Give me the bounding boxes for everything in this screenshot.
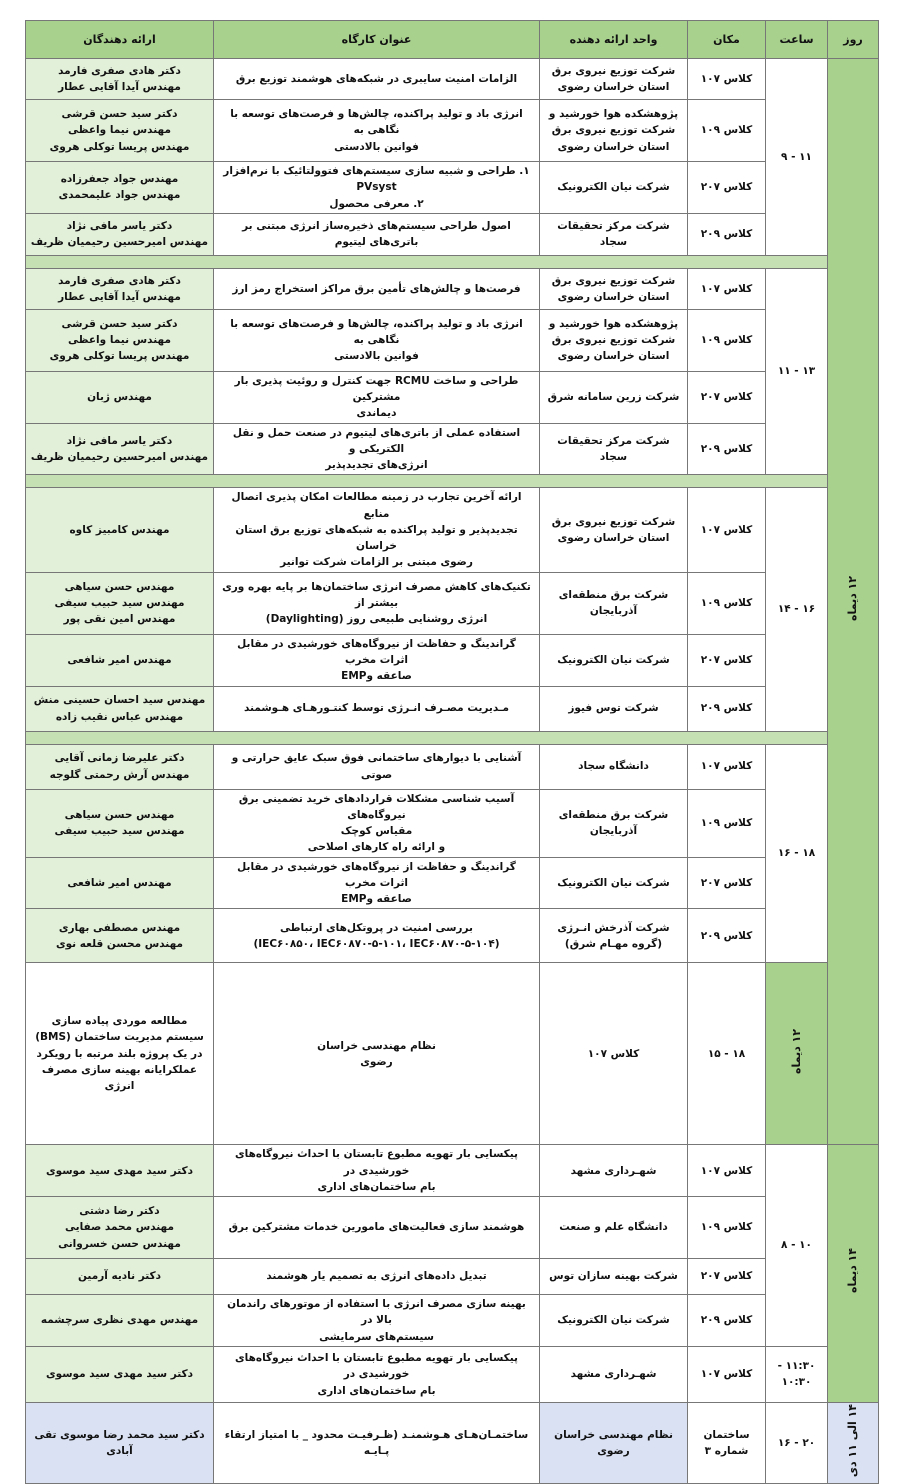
time-cell: ۲۰ - ۱۶ <box>766 1402 828 1483</box>
presenters-cell <box>26 100 214 162</box>
presenters-cell <box>26 789 214 857</box>
table-row <box>26 1346 879 1402</box>
workshop-title-cell <box>214 1402 540 1483</box>
presenter-name: مهندس آیدا آقایی عطار <box>58 81 181 93</box>
place-cell: کلاس ۲۰۷ <box>688 162 766 214</box>
title-line: ۲. معرفی محصول <box>329 197 424 210</box>
presenter-name: مهندس سید حبیب سیفی <box>54 825 185 838</box>
presenter-name: دکتر علیرضا زمانی آقایی <box>54 752 185 765</box>
presenter-name: مهندس جواد علیمحمدی <box>58 189 181 202</box>
table-row <box>26 371 879 423</box>
unit-line: پژوهشکده هوا خورشید و <box>548 108 679 121</box>
unit-cell <box>540 268 688 309</box>
unit-line: شرکت توس فیوز <box>568 702 659 715</box>
presenters-cell <box>26 268 214 309</box>
presenter-name: مهندس حسن خسروانی <box>58 1237 181 1250</box>
table-row <box>26 686 879 731</box>
table-row <box>26 100 879 162</box>
place-cell: کلاس ۱۰۹ <box>688 572 766 634</box>
unit-line: استان خراسان رضوی <box>557 81 670 93</box>
title-line: مطالعه موردی پیاده سازی سیستم مدیریت ساختمان (BMS) <box>35 1015 204 1044</box>
presenters-cell <box>26 488 214 572</box>
time-cell: ۱۰ - ۸ <box>766 1145 828 1347</box>
table-row <box>26 488 879 572</box>
workshop-title-cell <box>214 59 540 100</box>
place-cell: کلاس ۲۰۷ <box>688 371 766 423</box>
unit-line: دانشگاه سجاد <box>578 760 649 773</box>
table-row <box>26 744 879 789</box>
unit-line: شرکت نیان الکترونیک <box>557 1314 670 1327</box>
title-line: (IEC۶۰۸۵۰، IEC۶۰۸۷۰-۵-۱۰۱، IEC۶۰۸۷۰-۵-۱۰۴) <box>253 937 500 950</box>
title-line: پیکسایی بار تهویه مطبوع تابستان با احداث نیروگاه‌های خورشیدی در <box>235 1148 518 1177</box>
time-cell: ۱۱ - ۹ <box>766 59 828 256</box>
title-line: سیستم‌های سرمایشی <box>319 1330 434 1343</box>
title-line: الزامات امنیت سایبری در شبکه‌های هوشمند توزیع برق <box>235 72 518 85</box>
title-line: آشنایی با دیوارهای ساختمانی فوق سبک عایق حرارتی و صوتی <box>231 752 522 781</box>
presenter-name: مهندس آیدا آقایی عطار <box>58 290 181 303</box>
place-cell: کلاس ۱۰۷ <box>540 963 688 1145</box>
title-line: تبدیل داده‌های انرژی به تصمیم یار هوشمند <box>266 1270 487 1283</box>
header-presenters: ارائه دهندگان <box>26 21 214 59</box>
unit-line: شهـرداری مشهد <box>570 1368 657 1381</box>
presenter-name: مهندس ژبان <box>87 391 152 404</box>
title-line: بام ساختمان‌های اداری <box>317 1180 436 1193</box>
place-cell: کلاس ۲۰۷ <box>688 634 766 686</box>
table-row <box>26 634 879 686</box>
time-cell: ۱۶ - ۱۴ <box>766 488 828 731</box>
unit-cell <box>540 1197 688 1259</box>
unit-line: نظام مهندسی خراسان <box>317 1039 436 1052</box>
title-line: بام ساختمان‌های اداری <box>317 1384 436 1397</box>
unit-line: (گروه مهـام شرق) <box>564 937 663 950</box>
place-cell: کلاس ۱۰۷ <box>688 1346 766 1402</box>
workshop-title-cell <box>214 744 540 789</box>
title-line: دیماندی <box>356 407 397 420</box>
title-line: بهینه سازی مصرف انرژی با استفاده از موتورهای راندمان بالا در <box>227 1298 526 1327</box>
table-row <box>26 309 879 371</box>
presenter-name: دکتر یاسر مافی نژاد <box>66 434 173 447</box>
title-line: انرژی باد و تولید پراکنده، چالش‌ها و فرصت‌های توسعه با نگاهی به <box>230 317 523 347</box>
unit-line: شرکت توزیع نیروی برق <box>551 515 676 528</box>
workshop-title-cell <box>214 213 540 255</box>
header-row <box>26 21 879 59</box>
unit-line: شرکت مرکز تحقیقات <box>557 220 670 233</box>
title-line: تجدیدپذیر و تولید پراکنده به شبکه‌های توزیع برق استان خراسان <box>235 523 518 553</box>
workshop-title-cell <box>26 963 214 1145</box>
table-row <box>26 1197 879 1259</box>
workshop-title-cell <box>214 1145 540 1197</box>
unit-cell <box>540 213 688 255</box>
presenter-name: مهندس نیما واعظی <box>68 334 171 347</box>
time-cell: ۱۱:۳۰ - ۱۰:۳۰ <box>766 1346 828 1402</box>
time-cell: ۱۸ - ۱۶ <box>766 744 828 963</box>
unit-line: استان خراسان رضوی <box>557 350 670 363</box>
unit-line: استان خراسان رضوی <box>557 140 670 153</box>
presenter-name: مهندس امین نقی پور <box>63 613 176 626</box>
unit-cell <box>540 59 688 100</box>
table-row <box>26 423 879 475</box>
unit-cell <box>540 1259 688 1295</box>
presenters-cell <box>26 59 214 100</box>
unit-line: شرکت نیان الکترونیک <box>557 653 670 666</box>
presenter-name: مهندس کامبیز کاوه <box>69 523 170 536</box>
unit-line: شرکت برق منطقه‌ای <box>558 588 669 601</box>
title-line: تکنیک‌های کاهش مصرف انرژی ساختمان‌ها بر پایه بهره وری بیشتر از <box>222 580 531 610</box>
unit-cell <box>540 423 688 475</box>
unit-cell <box>540 371 688 423</box>
title-line: بررسی امنیت در پروتکل‌های ارتباطی <box>280 921 473 934</box>
table-row <box>26 572 879 634</box>
presenter-name: مهندس محسن قلعه نوی <box>55 937 184 950</box>
presenters-cell <box>26 423 214 475</box>
presenter-name: مهندس حسن سیاهی <box>64 580 175 593</box>
table-row <box>26 213 879 255</box>
workshop-title-cell <box>214 1346 540 1402</box>
presenter-name: مهندس محمد صفایی <box>65 1221 174 1234</box>
presenter-name: دکتر رضا دشتی <box>79 1205 160 1218</box>
presenter-name: مهندس امیر شافعی <box>67 653 172 666</box>
place-cell: کلاس ۲۰۹ <box>688 909 766 963</box>
workshop-title-cell <box>214 857 540 909</box>
title-line: اصول طراحی سیستم‌های ذخیره‌ساز انرژی مبتنی بر باتری‌های لیتیوم <box>242 220 511 249</box>
workshop-title-cell <box>214 268 540 309</box>
table-row <box>26 268 879 309</box>
presenter-name: مهندس سید احسان حسینی منش <box>33 694 206 707</box>
presenter-name: مهندس مصطفی بهاری <box>58 921 181 934</box>
unit-line: استان خراسان رضوی <box>557 290 670 303</box>
unit-line: شرکت توزیع نیروی برق <box>551 124 676 137</box>
day-cell-14: ۱۴ دیماه <box>828 1145 879 1403</box>
place-cell: کلاس ۱۰۷ <box>688 1145 766 1197</box>
presenter-name: مهندس مهدی نظری سرچشمه <box>40 1314 199 1327</box>
unit-line: شهـرداری مشهد <box>570 1164 657 1177</box>
title-line: مقیاس کوچک <box>340 825 413 838</box>
unit-cell <box>540 572 688 634</box>
workshop-title-cell <box>214 1197 540 1259</box>
table-row <box>26 963 879 1145</box>
presenters-cell <box>26 1402 214 1483</box>
title-line: رضوی مبتنی بر الزامات شرکت توانیر <box>280 556 473 569</box>
unit-line: سجاد <box>599 450 628 463</box>
table-row <box>26 1145 879 1197</box>
workshop-title-cell <box>214 100 540 162</box>
unit-line: شرکت بهینه سازان توس <box>549 1270 678 1283</box>
title-line: انرژی‌های تجدیدپذیر <box>325 459 428 472</box>
day-cell-14-last: ۱۴ الی ۱۱ دی <box>828 1402 879 1483</box>
unit-line: رضوی <box>597 1445 630 1458</box>
place-cell: کلاس ۱۰۹ <box>688 100 766 162</box>
presenter-name: دکتر سید مهدی سید موسوی <box>45 1368 194 1381</box>
workshop-title-cell <box>214 309 540 371</box>
title-line: مـدیریت مصـرف انـرژی توسط کنتـورهـای هـوشمند <box>243 702 510 715</box>
presenter-name: دکتر هادی صفری فارمد <box>58 64 181 77</box>
presenters-cell <box>26 162 214 214</box>
unit-line: شرکت توزیع نیروی برق <box>551 64 676 77</box>
presenters-cell <box>26 213 214 255</box>
presenter-name: مهندس جواد جعفرزاده <box>60 173 179 186</box>
workshop-title-cell <box>214 686 540 731</box>
presenter-name: مهندس آرش رحمتی گلوجه <box>49 768 190 781</box>
place-cell: کلاس ۱۰۷ <box>688 59 766 100</box>
day-cell-12: ۱۲ دیماه <box>828 59 879 1145</box>
presenter-name: مهندس پریسا توکلی هروی <box>49 140 190 153</box>
title-line: در یک پروژه بلند مرتبه با رویکرد عملکرایانه بهینه سازی مصرف انرژی <box>36 1047 203 1093</box>
presenter-name: دکتر نادیه آرمین <box>77 1270 162 1283</box>
title-line: صاعقه وEMP <box>341 670 412 683</box>
unit-cell <box>540 909 688 963</box>
presenters-cell <box>26 1197 214 1259</box>
unit-line: آذربایجان <box>589 605 638 618</box>
presenter-name: مهندس امیر شافعی <box>67 876 172 889</box>
presenter-name: مهندس امیرحسین رحیمیان ظریف <box>30 236 209 249</box>
unit-line: شرکت نیان الکترونیک <box>557 876 670 889</box>
place-cell: کلاس ۲۰۹ <box>688 423 766 475</box>
title-line: ساختمـان‌هـای هـوشمنـد (ظـرفیـت محدود _ با امتیاز ارتقاء پـایـه <box>224 1428 529 1458</box>
unit-line: شرکت نیان الکترونیک <box>557 181 670 194</box>
place-cell: کلاس ۲۰۷ <box>688 857 766 909</box>
table-row <box>26 1402 879 1483</box>
table-row <box>26 857 879 909</box>
title-line: هوشمند سازی فعالیت‌های مامورین خدمات مشترکین برق <box>228 1221 525 1234</box>
presenters-cell <box>26 1145 214 1197</box>
time-cell: ۱۳ - ۱۱ <box>766 268 828 475</box>
workshop-schedule-table <box>25 20 879 1484</box>
presenters-cell <box>26 744 214 789</box>
title-line: طراحی و ساخت RCMU جهت کنترل و روئیت پذیری بار مشترکین <box>234 374 519 404</box>
table-row <box>26 1295 879 1347</box>
unit-cell <box>540 686 688 731</box>
unit-cell <box>540 1295 688 1347</box>
unit-line: سجاد <box>599 236 628 249</box>
table-row <box>26 59 879 100</box>
presenters-cell <box>26 634 214 686</box>
presenter-name: دکتر سید محمد رضا موسوی تقی آبادی <box>34 1428 205 1458</box>
unit-cell <box>540 857 688 909</box>
title-line: فرصت‌ها و چالش‌های تأمین برق مراکز استخراج رمز ارز <box>232 282 521 295</box>
presenter-name: مهندس نیما واعظی <box>68 124 171 137</box>
presenter-name: دکتر سید حسن قرشی <box>61 108 178 121</box>
presenter-name: دکتر سید مهدی سید موسوی <box>45 1164 194 1177</box>
unit-cell <box>540 744 688 789</box>
workshop-title-cell <box>214 634 540 686</box>
workshop-title-cell <box>214 1259 540 1295</box>
unit-line: آذربایجان <box>589 825 638 838</box>
table-row <box>26 789 879 857</box>
place-cell: کلاس ۲۰۷ <box>688 1259 766 1295</box>
unit-cell <box>540 1402 688 1483</box>
unit-line: شرکت آذرخش انـرژی <box>557 921 670 934</box>
presenters-cell <box>26 909 214 963</box>
place-cell: ساختمان شماره ۳ <box>688 1402 766 1483</box>
table-row <box>26 909 879 963</box>
unit-cell <box>540 1145 688 1197</box>
separator-row <box>26 475 879 488</box>
title-line: انرژی روشنایی طبیعی روز (Daylighting) <box>265 613 488 626</box>
day-cell-12b: ۱۲ دیماه <box>766 963 828 1145</box>
presenters-cell <box>26 1346 214 1402</box>
title-line: آسیب شناسی مشکلات قراردادهای خرید تضمینی برق نیروگاه‌های <box>238 792 515 821</box>
presenter-name: دکتر سید حسن قرشی <box>61 317 178 330</box>
place-cell: کلاس ۱۰۹ <box>688 309 766 371</box>
workshop-title-cell <box>214 1295 540 1347</box>
unit-cell <box>540 309 688 371</box>
title-line: گراندینگ و حفاظت از نیروگاه‌های خورشیدی در مقابل اثرات مخرب <box>237 860 516 889</box>
title-line: ارائه آخرین تجارب در زمینه مطالعات امکان پذیری اتصال منابع <box>231 491 522 520</box>
separator-row <box>26 731 879 744</box>
presenter-name: مهندس پریسا توکلی هروی <box>49 350 190 363</box>
workshop-title-cell <box>214 371 540 423</box>
header-place: مکان <box>688 21 766 59</box>
header-day: روز <box>828 21 879 59</box>
title-line: فوانین بالادستی <box>334 350 419 363</box>
presenters-cell <box>26 572 214 634</box>
place-cell: کلاس ۱۰۷ <box>688 744 766 789</box>
place-cell: کلاس ۱۰۹ <box>688 789 766 857</box>
presenter-name: مهندس عباس نقیب زاده <box>55 710 184 723</box>
unit-line: استان خراسان رضوی <box>557 532 670 545</box>
table-row <box>26 1259 879 1295</box>
place-cell: کلاس ۱۰۷ <box>688 488 766 572</box>
presenter-name: مهندس سید حبیب سیفی <box>54 597 185 610</box>
unit-cell <box>540 162 688 214</box>
time-cell: ۱۸ - ۱۵ <box>688 963 766 1145</box>
unit-cell <box>540 488 688 572</box>
unit-line: نظام مهندسی خراسان <box>554 1428 673 1441</box>
workshop-title-cell <box>214 572 540 634</box>
unit-line: پژوهشکده هوا خورشید و <box>548 317 679 330</box>
workshop-title-cell <box>214 789 540 857</box>
workshop-title-cell <box>214 488 540 572</box>
presenters-cell <box>26 371 214 423</box>
place-cell: کلاس ۱۰۷ <box>688 268 766 309</box>
title-line: فوانین بالادستی <box>334 140 419 153</box>
unit-line: شرکت زرین سامانه شرق <box>547 391 680 404</box>
place-cell: کلاس ۱۰۹ <box>688 1197 766 1259</box>
title-line: استفاده عملی از باتری‌های لیتیوم در صنعت حمل و نقل الکتریکی و <box>232 426 521 455</box>
workshop-title-cell <box>214 162 540 214</box>
header-title: عنوان کارگاه <box>214 21 540 59</box>
header-time: ساعت <box>766 21 828 59</box>
place-cell: کلاس ۲۰۹ <box>688 213 766 255</box>
title-line: پیکسایی بار تهویه مطبوع تابستان با احداث نیروگاه‌های خورشیدی در <box>235 1351 518 1381</box>
title-line: صاعقه وEMP <box>341 893 412 906</box>
title-line: انرژی باد و تولید پراکنده، چالش‌ها و فرصت‌های توسعه با نگاهی به <box>230 108 523 137</box>
presenter-name: مهندس امیرحسین رحیمیان ظریف <box>30 450 209 463</box>
unit-line: شرکت مرکز تحقیقات <box>557 434 670 447</box>
presenters-cell <box>26 1259 214 1295</box>
unit-line: شرکت توزیع نیروی برق <box>551 274 676 287</box>
workshop-title-cell <box>214 423 540 475</box>
header-unit: واحد ارائه دهنده <box>540 21 688 59</box>
unit-line: رضوی <box>360 1055 393 1068</box>
workshop-title-cell <box>214 909 540 963</box>
presenter-name: دکتر یاسر مافی نژاد <box>66 220 173 233</box>
unit-cell <box>214 963 540 1145</box>
unit-line: شرکت برق منطقه‌ای <box>558 808 669 821</box>
presenters-cell <box>26 309 214 371</box>
unit-line: دانشگاه علم و صنعت <box>559 1221 668 1234</box>
title-line: ۱. طراحی و شبیه سازی سیستم‌های فتوولتائیک با نرم‌افزار PVsyst <box>223 165 530 194</box>
presenter-name: دکتر هادی صفری فارمد <box>58 274 181 287</box>
table-row <box>26 162 879 214</box>
unit-cell <box>540 789 688 857</box>
presenters-cell <box>26 1295 214 1347</box>
unit-cell <box>540 100 688 162</box>
unit-cell <box>540 634 688 686</box>
place-cell: کلاس ۲۰۹ <box>688 1295 766 1347</box>
title-line: و ارائه راه کارهای اصلاحی <box>307 841 446 854</box>
unit-cell <box>540 1346 688 1402</box>
presenters-cell <box>26 686 214 731</box>
place-cell: کلاس ۲۰۹ <box>688 686 766 731</box>
unit-line: شرکت توزیع نیروی برق <box>551 334 676 347</box>
presenter-name: مهندس حسن سیاهی <box>64 808 175 821</box>
title-line: گراندینگ و حفاظت از نیروگاه‌های خورشیدی در مقابل اثرات مخرب <box>237 637 516 666</box>
presenters-cell <box>26 857 214 909</box>
separator-row <box>26 255 879 268</box>
